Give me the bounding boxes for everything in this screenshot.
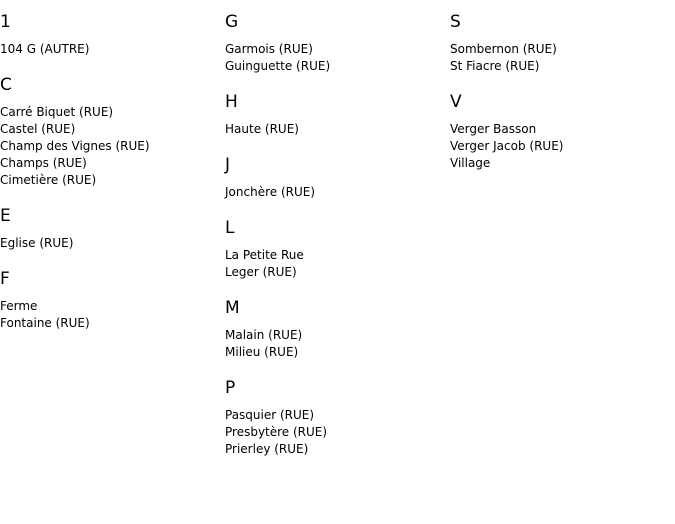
letter-heading: S bbox=[450, 12, 461, 32]
letter-heading: H bbox=[225, 92, 238, 112]
street-link[interactable]: Sombernon (RUE) bbox=[450, 42, 557, 56]
letter-heading: 1 bbox=[0, 12, 11, 32]
street-link[interactable]: Champ des Vignes (RUE) bbox=[0, 139, 150, 153]
street-list bbox=[225, 121, 445, 138]
street-link[interactable]: 104 G (AUTRE) bbox=[0, 42, 90, 56]
letter-group bbox=[225, 11, 445, 75]
street-link[interactable]: Verger Basson bbox=[450, 122, 537, 136]
street-link[interactable]: Castel (RUE) bbox=[0, 122, 76, 136]
street-link[interactable]: Fontaine (RUE) bbox=[0, 316, 90, 330]
street-link[interactable]: Jonchère (RUE) bbox=[225, 185, 316, 199]
letter-heading: V bbox=[450, 92, 462, 112]
street-link[interactable]: Haute (RUE) bbox=[225, 122, 299, 136]
street-list bbox=[0, 235, 220, 252]
street-link[interactable]: Pasquier (RUE) bbox=[225, 408, 315, 422]
letter-group bbox=[225, 217, 445, 281]
letter-group bbox=[0, 268, 220, 332]
index-column-3 bbox=[450, 11, 670, 172]
letter-heading: F bbox=[0, 269, 10, 289]
letter-heading: C bbox=[0, 75, 12, 95]
street-link[interactable]: Guinguette (RUE) bbox=[225, 59, 331, 73]
letter-group bbox=[225, 377, 445, 458]
letter-group bbox=[225, 297, 445, 361]
street-link[interactable]: St Fiacre (RUE) bbox=[450, 59, 540, 73]
street-list bbox=[0, 41, 220, 58]
street-list bbox=[225, 184, 445, 201]
street-link[interactable]: Verger Jacob (RUE) bbox=[450, 139, 564, 153]
street-link[interactable]: Prierley (RUE) bbox=[225, 442, 309, 456]
street-list bbox=[450, 121, 670, 172]
street-link[interactable]: Malain (RUE) bbox=[225, 328, 303, 342]
letter-heading: L bbox=[225, 218, 235, 238]
street-list bbox=[225, 41, 445, 75]
letter-heading: E bbox=[0, 206, 11, 226]
street-link[interactable]: La Petite Rue bbox=[225, 248, 304, 262]
letter-group bbox=[0, 205, 220, 252]
street-list bbox=[0, 298, 220, 332]
street-link[interactable]: Ferme bbox=[0, 299, 38, 313]
letter-group bbox=[225, 154, 445, 201]
letter-group bbox=[450, 11, 670, 75]
street-link[interactable]: Carré Biquet (RUE) bbox=[0, 105, 114, 119]
street-list bbox=[450, 41, 670, 75]
street-link[interactable]: Garmois (RUE) bbox=[225, 42, 313, 56]
street-link[interactable]: Leger (RUE) bbox=[225, 265, 297, 279]
street-list bbox=[225, 327, 445, 361]
letter-group bbox=[0, 74, 220, 189]
street-list bbox=[0, 104, 220, 189]
street-link[interactable]: Eglise (RUE) bbox=[0, 236, 74, 250]
letter-heading: G bbox=[225, 12, 239, 32]
letter-heading: P bbox=[225, 378, 236, 398]
street-link[interactable]: Champs (RUE) bbox=[0, 156, 87, 170]
letter-heading: M bbox=[225, 298, 240, 318]
letter-group bbox=[0, 11, 220, 58]
letter-heading: J bbox=[225, 155, 231, 175]
letter-group bbox=[450, 91, 670, 172]
street-link[interactable]: Milieu (RUE) bbox=[225, 345, 299, 359]
street-list bbox=[225, 247, 445, 281]
index-column-2 bbox=[225, 11, 445, 458]
street-link[interactable]: Cimetière (RUE) bbox=[0, 173, 97, 187]
street-link[interactable]: Presbytère (RUE) bbox=[225, 425, 328, 439]
index-column-1 bbox=[0, 11, 220, 332]
street-link[interactable]: Village bbox=[450, 156, 491, 170]
street-list bbox=[225, 407, 445, 458]
letter-group bbox=[225, 91, 445, 138]
